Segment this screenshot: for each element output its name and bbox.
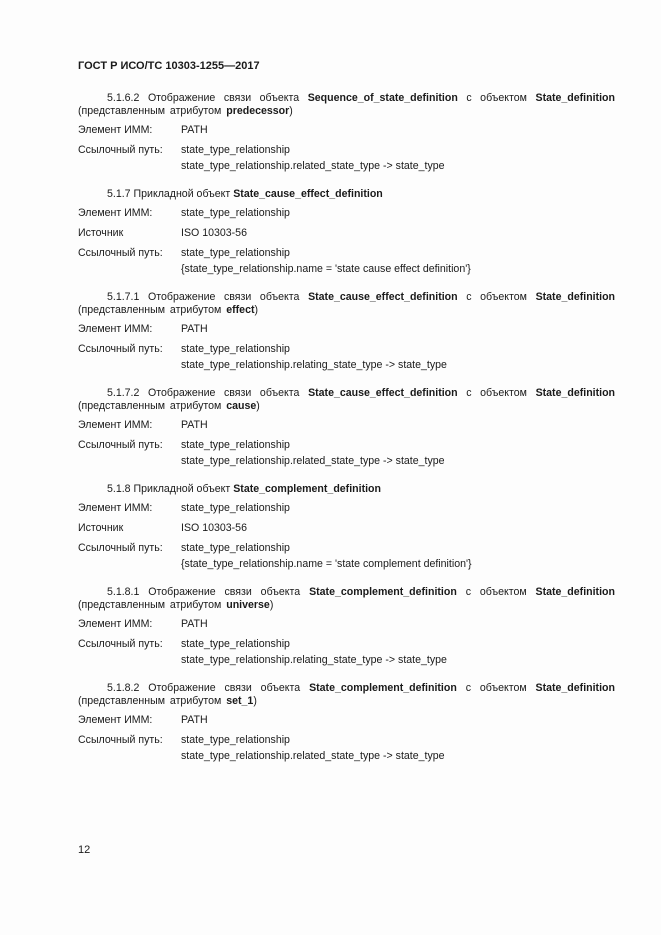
field-value [181, 225, 615, 241]
object-name: State_complement_definition [233, 483, 381, 495]
value-line: ISO 10303-56 [181, 522, 247, 534]
field-row [78, 437, 615, 469]
heading-text: Отображение связи объекта [148, 586, 301, 598]
field-value [181, 417, 615, 433]
section-number: 5.1.6.2 [107, 92, 140, 104]
attribute-prefix: (представленным атрибутом [78, 695, 222, 707]
document-body [78, 92, 615, 778]
heading-text: Прикладной объект [133, 188, 231, 200]
section-number: 5.1.7 [107, 188, 131, 200]
heading-text: Отображение связи объекта [147, 92, 300, 104]
field-label: Ссылочный путь: [78, 247, 163, 259]
value-line: PATH [181, 419, 208, 431]
field-row [78, 417, 615, 433]
attribute-suffix: ) [253, 695, 257, 707]
field-label: Элемент ИММ: [78, 323, 153, 335]
document-header: ГОСТ Р ИСО/ТС 10303-1255—2017 [78, 60, 260, 72]
field-value [181, 205, 615, 221]
field-label: Ссылочный путь: [78, 638, 163, 650]
value-line: state_type_relationship [181, 638, 290, 650]
section-block [78, 586, 615, 668]
section-number: 5.1.8.1 [107, 586, 140, 598]
heading-text: Прикладной объект [133, 483, 231, 495]
target-entity: State_definition [535, 92, 615, 104]
field-value [181, 732, 615, 764]
value-line: state_type_relationship [181, 343, 290, 355]
source-entity: State_cause_effect_definition [308, 291, 458, 303]
page-number: 12 [78, 844, 91, 856]
heading-text: Отображение связи объекта [148, 387, 300, 399]
mapping-heading [78, 291, 615, 317]
mapping-heading [78, 586, 615, 612]
field-row [78, 122, 615, 138]
field-row [78, 616, 615, 632]
field-row [78, 636, 615, 668]
field-label: Элемент ИММ: [78, 502, 153, 514]
attribute-prefix: (представленным атрибутом [78, 599, 222, 611]
field-label: Ссылочный путь: [78, 542, 163, 554]
field-label: Источник [78, 227, 124, 239]
attribute-name: set_1 [226, 695, 254, 707]
attribute-suffix: ) [254, 304, 259, 316]
value-line: state_type_relationship.relating_state_type -> state_type [181, 359, 447, 371]
field-row [78, 712, 615, 728]
field-row [78, 500, 615, 516]
field-label: Элемент ИММ: [78, 618, 153, 630]
field-value [181, 437, 615, 469]
field-value [181, 540, 615, 572]
value-line: {state_type_relationship.name = 'state complement definition'} [181, 558, 472, 570]
field-row [78, 225, 615, 241]
field-value [181, 341, 615, 373]
value-line: PATH [181, 618, 208, 630]
value-line: PATH [181, 323, 208, 335]
section-block [78, 188, 615, 277]
attribute-suffix: ) [289, 105, 293, 117]
value-line: PATH [181, 124, 208, 136]
field-label: Ссылочный путь: [78, 734, 163, 746]
section-number: 5.1.8 [107, 483, 131, 495]
value-line: state_type_relationship.related_state_type -> state_type [181, 455, 445, 467]
section-number: 5.1.7.1 [107, 291, 140, 303]
attribute-name: effect [226, 304, 255, 316]
value-line: {state_type_relationship.name = 'state cause effect definition'} [181, 263, 471, 275]
field-label: Элемент ИММ: [78, 714, 153, 726]
section-block [78, 291, 615, 373]
value-line: state_type_relationship.related_state_type -> state_type [181, 750, 445, 762]
heading-text: с объектом [466, 92, 527, 104]
object-name: State_cause_effect_definition [233, 188, 383, 200]
field-value [181, 142, 615, 174]
section-block [78, 682, 615, 764]
field-row [78, 341, 615, 373]
attribute-name: cause [226, 400, 257, 412]
object-heading [78, 188, 615, 201]
field-label: Ссылочный путь: [78, 144, 163, 156]
field-row [78, 142, 615, 174]
heading-text: с объектом [465, 586, 527, 598]
field-label: Элемент ИММ: [78, 207, 153, 219]
value-line: state_type_relationship.relating_state_type -> state_type [181, 654, 447, 666]
value-line: state_type_relationship [181, 439, 290, 451]
field-value [181, 321, 615, 337]
value-line: PATH [181, 714, 208, 726]
field-row [78, 540, 615, 572]
value-line: ISO 10303-56 [181, 227, 247, 239]
field-label: Источник [78, 522, 124, 534]
field-row [78, 732, 615, 764]
field-value [181, 520, 615, 536]
section-block [78, 92, 615, 174]
object-heading [78, 483, 615, 496]
source-entity: Sequence_of_state_definition [307, 92, 458, 104]
mapping-heading [78, 92, 615, 118]
field-value [181, 245, 615, 277]
attribute-suffix: ) [269, 599, 274, 611]
target-entity: State_definition [535, 586, 615, 598]
attribute-prefix: (представленным атрибутом [78, 304, 222, 316]
field-value [181, 636, 615, 668]
section-block [78, 483, 615, 572]
value-line: state_type_relationship [181, 247, 290, 259]
field-row [78, 321, 615, 337]
section-number: 5.1.8.2 [107, 682, 140, 694]
source-entity: State_complement_definition [309, 586, 457, 598]
attribute-name: predecessor [226, 105, 290, 117]
field-label: Ссылочный путь: [78, 439, 163, 451]
value-line: state_type_relationship [181, 734, 290, 746]
field-value [181, 122, 615, 138]
attribute-prefix: (представленным атрибутом [78, 105, 222, 117]
field-label: Ссылочный путь: [78, 343, 163, 355]
field-row [78, 245, 615, 277]
target-entity: State_definition [535, 387, 616, 399]
field-value [181, 616, 615, 632]
field-row [78, 205, 615, 221]
attribute-name: universe [226, 599, 270, 611]
field-row [78, 520, 615, 536]
target-entity: State_definition [535, 291, 616, 303]
heading-text: Отображение связи объекта [148, 682, 301, 694]
value-line: state_type_relationship [181, 542, 290, 554]
value-line: state_type_relationship [181, 502, 290, 514]
heading-text: с объектом [465, 682, 527, 694]
field-label: Элемент ИММ: [78, 124, 153, 136]
field-label: Элемент ИММ: [78, 419, 153, 431]
mapping-heading [78, 387, 615, 413]
source-entity: State_cause_effect_definition [308, 387, 458, 399]
field-value [181, 500, 615, 516]
section-block [78, 387, 615, 469]
heading-text: с объектом [466, 387, 527, 399]
mapping-heading [78, 682, 615, 708]
value-line: state_type_relationship [181, 207, 290, 219]
value-line: state_type_relationship.related_state_type -> state_type [181, 160, 445, 172]
source-entity: State_complement_definition [309, 682, 457, 694]
target-entity: State_definition [535, 682, 615, 694]
field-value [181, 712, 615, 728]
heading-text: Отображение связи объекта [148, 291, 300, 303]
value-line: state_type_relationship [181, 144, 290, 156]
section-number: 5.1.7.2 [107, 387, 140, 399]
attribute-prefix: (представленным атрибутом [78, 400, 222, 412]
heading-text: с объектом [466, 291, 527, 303]
attribute-suffix: ) [256, 400, 260, 412]
